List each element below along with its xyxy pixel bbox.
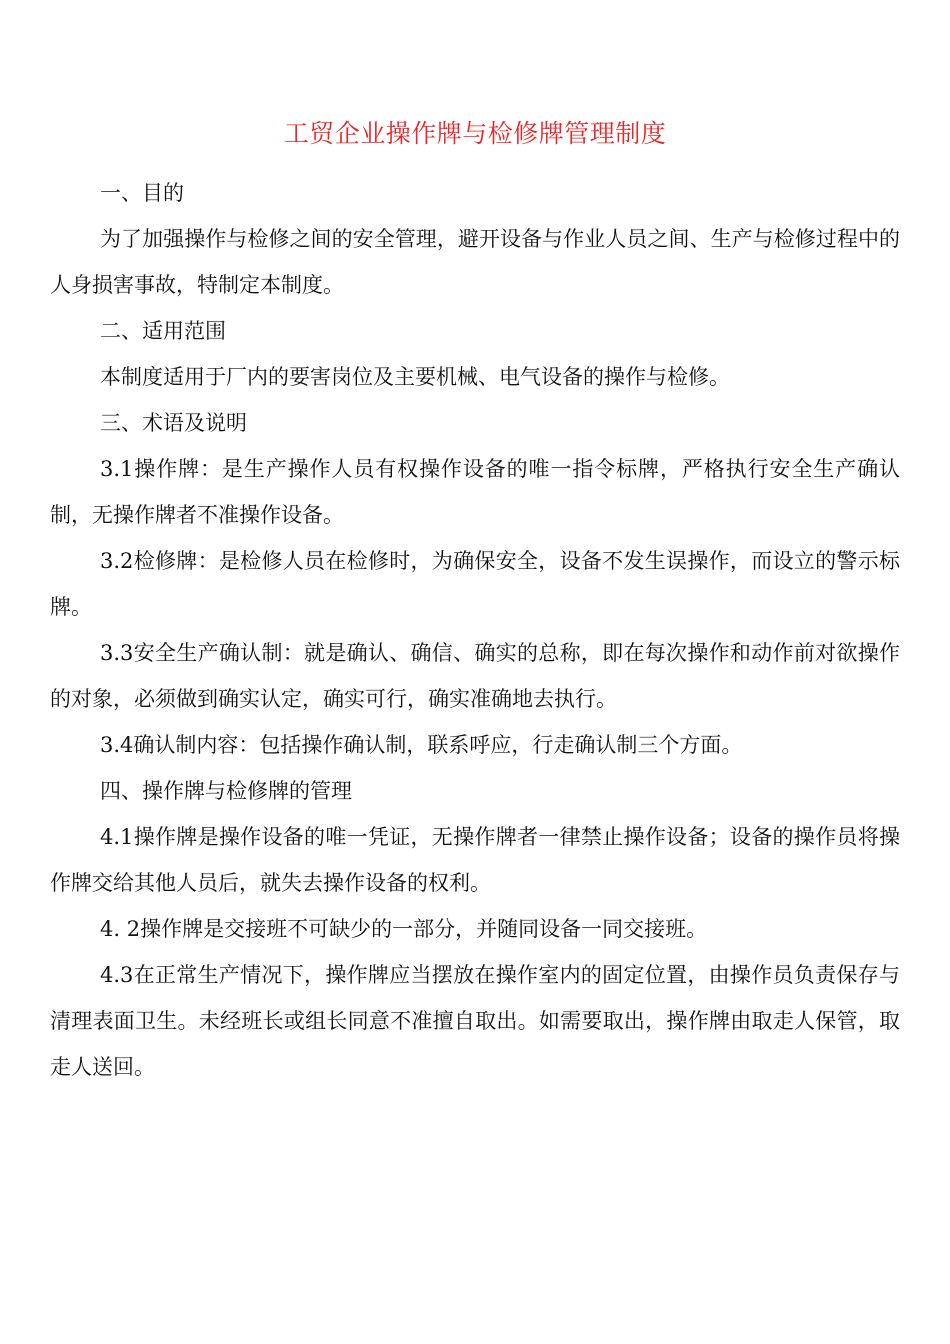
section-heading-terms: 三、术语及说明: [100, 411, 247, 435]
paragraph-term-3-1: 3.1操作牌：是生产操作人员有权操作设备的唯一指令标牌，严格执行安全生产确认制，无操作牌者不准操作设备。: [50, 457, 900, 527]
section-heading-purpose: 一、目的: [100, 181, 184, 205]
section-heading-scope: 二、适用范围: [100, 319, 226, 343]
paragraph-scope: 本制度适用于厂内的要害岗位及主要机械、电气设备的操作与检修。: [100, 365, 730, 389]
paragraph-purpose: 为了加强操作与检修之间的安全管理，避开设备与作业人员之间、生产与检修过程中的人身损害事故，特制定本制度。: [50, 227, 900, 297]
paragraph-term-3-2: 3.2检修牌：是检修人员在检修时，为确保安全，设备不发生误操作，而设立的警示标牌。: [50, 549, 900, 619]
paragraph-rule-4-2: 4. 2操作牌是交接班不可缺少的一部分，并随同设备一同交接班。: [100, 917, 708, 941]
paragraph-term-3-4: 3.4确认制内容：包括操作确认制，联系呼应，行走确认制三个方面。: [100, 733, 743, 757]
section-heading-management: 四、操作牌与检修牌的管理: [100, 779, 352, 803]
document-body: [50, 170, 900, 1090]
paragraph-rule-4-1: 4.1操作牌是操作设备的唯一凭证，无操作牌者一律禁止操作设备；设备的操作员将操作牌交给其他人员后，就失去操作设备的权利。: [50, 825, 900, 895]
paragraph-rule-4-3: 4.3在正常生产情况下，操作牌应当摆放在操作室内的固定位置，由操作员负责保存与清理表面卫生。未经班长或组长同意不准擅自取出。如需要取出，操作牌由取走人保管，取走人送回。: [50, 963, 900, 1079]
paragraph-term-3-3: 3.3安全生产确认制：就是确认、确信、确实的总称，即在每次操作和动作前对欲操作的对象，必须做到确实认定，确实可行，确实准确地去执行。: [50, 641, 900, 711]
document-title: 工贸企业操作牌与检修牌管理制度: [283, 119, 667, 148]
